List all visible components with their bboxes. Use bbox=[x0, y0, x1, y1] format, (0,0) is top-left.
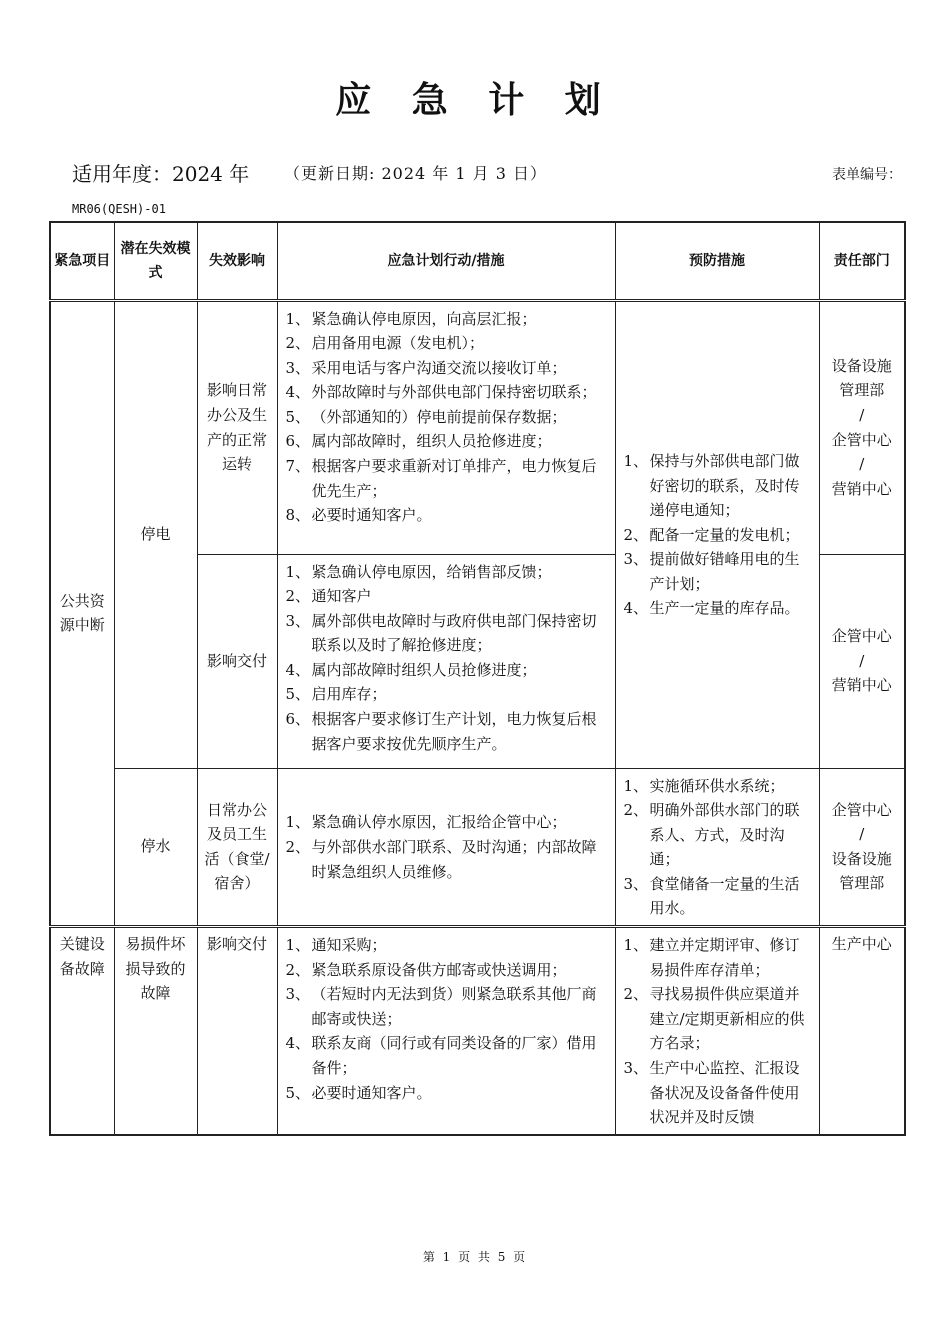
numbered-list bbox=[286, 810, 609, 884]
list-item-number: 2、 bbox=[285, 837, 311, 856]
list-item bbox=[286, 560, 609, 585]
list-item bbox=[286, 958, 609, 983]
list-item-text: 属内部故障时，组织人员抢修进度； bbox=[311, 432, 552, 451]
prevention-power bbox=[615, 300, 819, 768]
page-footer: 第 1 页 共 5 页 bbox=[422, 1250, 528, 1264]
actions-power-delivery bbox=[277, 554, 615, 768]
list-item-number: 1、 bbox=[623, 776, 649, 795]
list-item bbox=[286, 356, 609, 381]
effect-parts-delivery: 影响交付 bbox=[197, 927, 277, 1135]
department-line: / bbox=[859, 825, 865, 844]
list-item-number: 5、 bbox=[285, 1083, 311, 1102]
list-item-text: 必要时通知客户。 bbox=[311, 506, 432, 525]
applicable-year: 适用年度：2024 年 bbox=[72, 162, 250, 186]
department-line: 企管中心 bbox=[831, 430, 892, 449]
list-item-number: 6、 bbox=[285, 710, 311, 729]
numbered-list bbox=[286, 933, 609, 1105]
department-line: / bbox=[859, 455, 865, 474]
list-item-text: 启用备用电源（发电机）； bbox=[311, 334, 485, 353]
list-item-number: 3、 bbox=[285, 985, 311, 1004]
list-item bbox=[286, 429, 609, 454]
department-power-delivery bbox=[819, 554, 905, 768]
header-failure-effect: 失效影响 bbox=[197, 222, 277, 300]
mode-water: 停水 bbox=[114, 768, 197, 927]
header-actions: 应急计划行动/措施 bbox=[277, 222, 615, 300]
actions-parts-delivery bbox=[277, 927, 615, 1135]
numbered-list bbox=[286, 560, 609, 757]
department-line: 企管中心 bbox=[831, 800, 892, 819]
list-item bbox=[286, 933, 609, 958]
list-item bbox=[624, 872, 813, 921]
list-item bbox=[624, 596, 813, 621]
list-item bbox=[624, 933, 813, 982]
list-item-text: 生产一定量的库存品。 bbox=[649, 599, 800, 618]
numbered-list bbox=[624, 933, 813, 1130]
table-header-row bbox=[50, 222, 905, 300]
list-item bbox=[286, 707, 609, 756]
mode-power: 停电 bbox=[114, 300, 197, 768]
table-row bbox=[50, 300, 905, 554]
list-item bbox=[624, 982, 813, 1056]
list-item bbox=[286, 609, 609, 658]
list-item-text: 与外部供水部门联系、及时沟通；内部故障时紧急组织人员维修。 bbox=[311, 837, 597, 881]
list-item bbox=[286, 584, 609, 609]
list-item-text: 采用电话与客户沟通交流以接收订单； bbox=[311, 358, 567, 377]
list-item-text: 紧急联系原设备供方邮寄或快送调用； bbox=[311, 960, 567, 979]
numbered-list bbox=[624, 774, 813, 922]
list-item-text: 食堂储备一定量的生活用水。 bbox=[649, 874, 800, 918]
department-line: 生产中心 bbox=[831, 935, 892, 954]
list-item-number: 5、 bbox=[285, 685, 311, 704]
list-item bbox=[286, 380, 609, 405]
list-item bbox=[286, 1081, 609, 1106]
prevention-water bbox=[615, 768, 819, 927]
page-title: 应 急 计 划 bbox=[335, 80, 615, 121]
list-item-number: 4、 bbox=[285, 1034, 311, 1053]
list-item-number: 2、 bbox=[285, 960, 311, 979]
list-item bbox=[286, 810, 609, 835]
emergency-plan-table bbox=[49, 221, 906, 1136]
list-item-text: 属外部供电故障时与政府供电部门保持密切联系以及时了解抢修进度； bbox=[311, 611, 597, 655]
header-emergency-item: 紧急项目 bbox=[50, 222, 114, 300]
list-item-number: 3、 bbox=[623, 550, 649, 569]
department-line: 营销中心 bbox=[831, 479, 892, 498]
numbered-list bbox=[624, 449, 813, 621]
list-item bbox=[286, 1031, 609, 1080]
list-item-number: 6、 bbox=[285, 432, 311, 451]
numbered-list bbox=[286, 307, 609, 528]
list-item-text: 寻找易损件供应渠道并建立/定期更新相应的供方名录； bbox=[649, 985, 805, 1053]
list-item-number: 2、 bbox=[623, 525, 649, 544]
department-line: 设备设施管理部 bbox=[831, 849, 892, 893]
list-item-number: 2、 bbox=[623, 801, 649, 820]
list-item-number: 1、 bbox=[623, 936, 649, 955]
list-item bbox=[286, 658, 609, 683]
header-department: 责任部门 bbox=[819, 222, 905, 300]
department-line: 营销中心 bbox=[831, 676, 892, 695]
department-line: 企管中心 bbox=[831, 627, 892, 646]
department-parts-delivery bbox=[819, 927, 905, 1135]
list-item bbox=[286, 982, 609, 1031]
list-item-text: 配备一定量的发电机； bbox=[649, 525, 800, 544]
list-item bbox=[286, 503, 609, 528]
list-item-text: 提前做好错峰用电的生产计划； bbox=[649, 550, 800, 593]
list-item-number: 3、 bbox=[623, 1059, 649, 1078]
list-item-text: 根据客户要求重新对订单排产，电力恢复后优先生产； bbox=[311, 457, 597, 500]
list-item-text: 通知采购； bbox=[311, 936, 387, 955]
table-row bbox=[50, 927, 905, 1135]
department-line: 设备设施管理部 bbox=[831, 356, 892, 400]
list-item-number: 1、 bbox=[285, 936, 311, 955]
list-item-text: 紧急确认停电原因，向高层汇报； bbox=[311, 309, 537, 328]
department-power-daily bbox=[819, 300, 905, 554]
list-item bbox=[286, 405, 609, 430]
list-item bbox=[286, 454, 609, 503]
list-item-number: 4、 bbox=[623, 599, 649, 618]
form-number-label: 表单编号： bbox=[832, 167, 902, 183]
form-code: MR06(QESH)-01 bbox=[72, 202, 166, 216]
list-item-number: 3、 bbox=[623, 874, 649, 893]
list-item-text: 根据客户要求修订生产计划，电力恢复后根据客户要求按优先顺序生产。 bbox=[311, 710, 597, 753]
list-item bbox=[624, 547, 813, 596]
list-item-text: 属内部故障时组织人员抢修进度； bbox=[311, 660, 537, 679]
list-item bbox=[286, 307, 609, 332]
list-item-number: 3、 bbox=[285, 358, 311, 377]
list-item bbox=[624, 523, 813, 548]
list-item bbox=[624, 774, 813, 799]
department-water-daily bbox=[819, 768, 905, 927]
header-prevention: 预防措施 bbox=[615, 222, 819, 300]
list-item-text: 紧急确认停电原因，给销售部反馈； bbox=[311, 562, 552, 581]
effect-water-daily: 日常办公及员工生活（食堂/宿舍） bbox=[197, 768, 277, 927]
actions-water-daily bbox=[277, 768, 615, 927]
effect-power-daily: 影响日常办公及生产的正常运转 bbox=[197, 300, 277, 554]
list-item bbox=[624, 1056, 813, 1130]
list-item-text: （若短时内无法到货）则紧急联系其他厂商邮寄或快送； bbox=[311, 985, 597, 1028]
list-item-text: 必要时通知客户。 bbox=[311, 1083, 432, 1102]
list-item-text: 通知客户 bbox=[311, 587, 372, 606]
list-item-number: 7、 bbox=[285, 457, 311, 476]
emergency-item-public: 公共资源中断 bbox=[50, 300, 114, 927]
list-item bbox=[286, 682, 609, 707]
list-item-number: 4、 bbox=[285, 660, 311, 679]
list-item-number: 8、 bbox=[285, 506, 311, 525]
update-date: （更新日期: 2024 年 1 月 3 日） bbox=[284, 164, 547, 183]
effect-power-delivery: 影响交付 bbox=[197, 554, 277, 768]
list-item-number: 1、 bbox=[285, 309, 311, 328]
actions-power-daily bbox=[277, 300, 615, 554]
list-item-number: 1、 bbox=[285, 813, 311, 832]
list-item bbox=[286, 331, 609, 356]
list-item-number: 2、 bbox=[285, 334, 311, 353]
department-line: / bbox=[859, 405, 865, 424]
list-item bbox=[624, 449, 813, 523]
list-item-number: 5、 bbox=[285, 407, 311, 426]
list-item-text: 实施循环供水系统； bbox=[649, 776, 785, 795]
list-item bbox=[286, 835, 609, 884]
list-item-text: 建立并定期评审、修订易损件库存清单； bbox=[649, 936, 800, 979]
header-failure-mode: 潜在失效模式 bbox=[114, 222, 197, 300]
list-item-text: 外部故障时与外部供电部门保持密切联系； bbox=[311, 383, 597, 402]
list-item-number: 1、 bbox=[285, 562, 311, 581]
list-item-text: 紧急确认停水原因，汇报给企管中心； bbox=[311, 813, 567, 832]
list-item-text: （外部通知的）停电前提前保存数据； bbox=[311, 407, 567, 426]
list-item-number: 2、 bbox=[623, 985, 649, 1004]
emergency-item-equipment: 关键设备故障 bbox=[50, 927, 114, 1135]
meta-line bbox=[72, 158, 902, 188]
list-item-number: 3、 bbox=[285, 611, 311, 630]
table-row bbox=[50, 768, 905, 927]
list-item-number: 4、 bbox=[285, 383, 311, 402]
mode-parts: 易损件坏损导致的故障 bbox=[114, 927, 197, 1135]
list-item-text: 明确外部供水部门的联系人、方式，及时沟通； bbox=[649, 801, 800, 869]
list-item-number: 2、 bbox=[285, 587, 311, 606]
list-item-text: 启用库存； bbox=[311, 685, 387, 704]
list-item-text: 联系友商（同行或有同类设备的厂家）借用备件； bbox=[311, 1034, 597, 1078]
list-item-number: 1、 bbox=[623, 451, 649, 470]
department-line: / bbox=[859, 651, 865, 670]
list-item-text: 生产中心监控、汇报设备状况及设备备件使用状况并及时反馈 bbox=[649, 1059, 800, 1127]
list-item bbox=[624, 798, 813, 872]
list-item-text: 保持与外部供电部门做好密切的联系，及时传递停电通知； bbox=[649, 451, 800, 520]
prevention-parts bbox=[615, 927, 819, 1135]
